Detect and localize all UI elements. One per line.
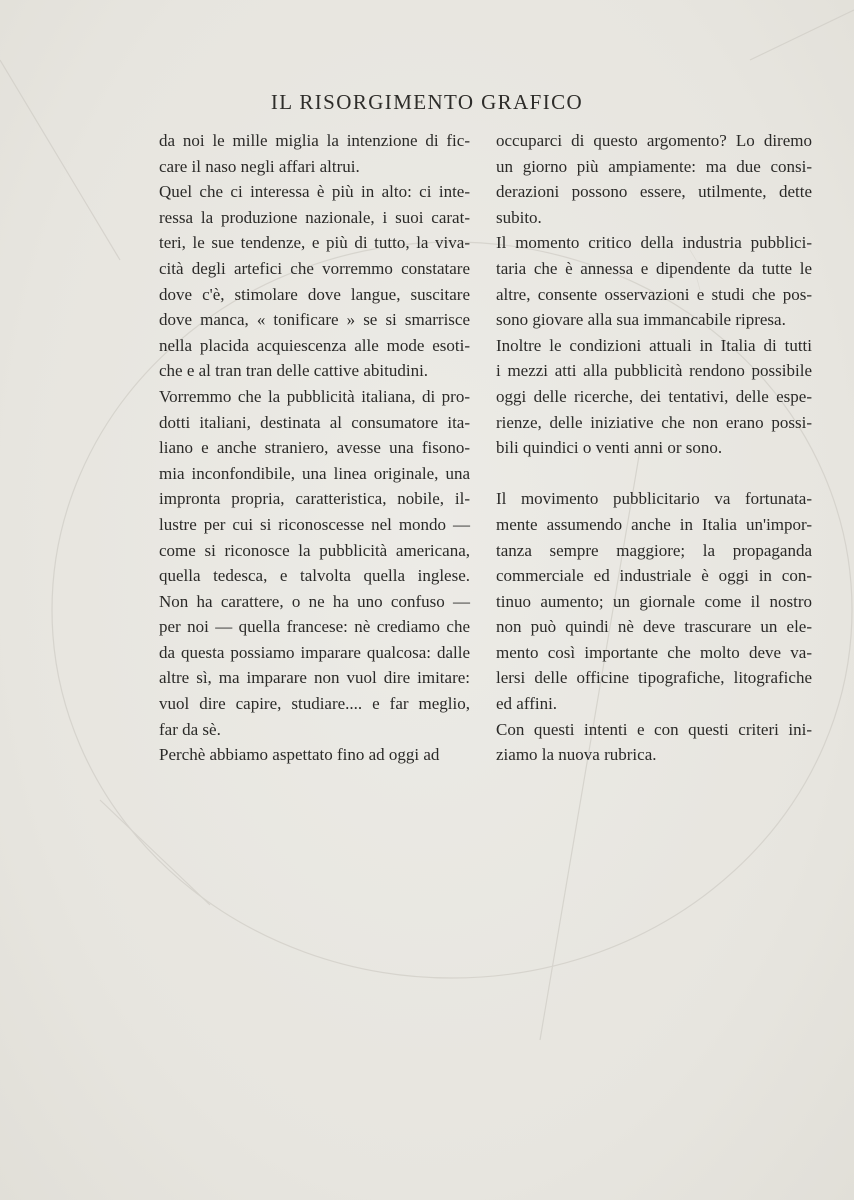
text-line: impronta propria, caratteristica, nobile, il- bbox=[159, 489, 470, 509]
text-line: Il momento critico della industria pubblici- bbox=[496, 233, 812, 253]
paragraph bbox=[159, 384, 470, 742]
text-line: per noi — quella francese: nè crediamo che bbox=[159, 617, 470, 637]
text-line: che e al tran tran delle cattive abitudini. bbox=[159, 361, 429, 381]
text-line: sono giovare alla sua immancabile ripresa. bbox=[496, 310, 786, 330]
text-line: altre sì, ma imparare non vuol dire imitare: bbox=[159, 668, 470, 688]
text-line: cità degli artefici che vorremmo constatare bbox=[159, 258, 470, 278]
text-line: bili quindici o venti anni or sono. bbox=[496, 438, 723, 458]
text-line: Vorremmo che la pubblicità italiana, di pro- bbox=[159, 386, 470, 406]
text-line: Perchè abbiamo aspettato fino ad oggi ad bbox=[159, 745, 440, 765]
text-line: far da sè. bbox=[159, 719, 221, 739]
paragraph bbox=[496, 486, 812, 716]
right-column bbox=[496, 128, 812, 768]
paragraph bbox=[496, 230, 812, 332]
text-line: Il movimento pubblicitario va fortunata- bbox=[496, 489, 812, 509]
paragraph-gap bbox=[496, 461, 812, 487]
paragraph bbox=[159, 742, 470, 768]
text-line: ziamo la nuova rubrica. bbox=[496, 745, 657, 765]
text-line: occuparci di questo argomento? Lo diremo bbox=[496, 131, 812, 150]
text-line: rienze, delle iniziative che non erano possi- bbox=[496, 412, 812, 432]
text-line: mia inconfondibile, una linea originale, una bbox=[159, 463, 470, 483]
text-line: tanza sempre maggiore; la propaganda bbox=[496, 540, 812, 560]
text-line: liano e anche straniero, avesse una fisono- bbox=[159, 438, 470, 458]
text-line: dove manca, « tonificare » se si smarrisce bbox=[159, 310, 470, 330]
text-line: lersi delle officine tipografiche, litografiche bbox=[496, 668, 812, 688]
text-line: Inoltre le condizioni attuali in Italia di tutti bbox=[496, 335, 812, 355]
text-line: ressa la produzione nazionale, i suoi carat- bbox=[159, 207, 470, 227]
text-line: teri, le sue tendenze, e più di tutto, la viva- bbox=[159, 233, 470, 253]
paragraph bbox=[159, 179, 470, 384]
text-line: Non ha carattere, o ne ha uno confuso — bbox=[159, 591, 470, 611]
text-line: mente assumendo anche in Italia un'impor- bbox=[496, 514, 812, 534]
text-line: nella placida acquiescenza alle mode esoti- bbox=[159, 335, 470, 355]
text-line: commerciale ed industriale è oggi in con- bbox=[496, 566, 812, 586]
text-line: care il naso negli affari altrui. bbox=[159, 156, 360, 176]
text-line: lustre per cui si riconoscesse nel mondo — bbox=[159, 514, 470, 534]
text-line: da questa possiamo imparare qualcosa: dalle bbox=[159, 642, 470, 662]
text-line: taria che è annessa e dipendente da tutte le bbox=[496, 258, 812, 278]
text-line: un giorno più ampiamente: ma due consi- bbox=[496, 156, 812, 176]
text-line: oggi delle ricerche, dei tentativi, delle espe- bbox=[496, 386, 812, 406]
text-line: altre, consente osservazioni e studi che pos- bbox=[496, 284, 812, 304]
text-line: vuol dire capire, studiare.... e far meglio, bbox=[159, 694, 470, 714]
text-line: Quel che ci interessa è più in alto: ci inte- bbox=[159, 182, 470, 202]
text-line: non può quindi nè deve trascurare un ele- bbox=[496, 617, 812, 637]
paragraph bbox=[159, 128, 470, 179]
text-line: subito. bbox=[496, 207, 542, 227]
paragraph bbox=[496, 333, 812, 461]
text-line: derazioni possono essere, utilmente, dette bbox=[496, 182, 812, 202]
text-line: dove c'è, stimolare dove langue, suscitare bbox=[159, 284, 470, 304]
text-line: da noi le mille miglia la intenzione di fic- bbox=[159, 131, 470, 150]
text-line: come si riconosce la pubblicità americana, bbox=[159, 540, 470, 560]
text-line: Con questi intenti e con questi criteri ini- bbox=[496, 719, 812, 739]
paragraph bbox=[496, 128, 812, 230]
text-line: ed affini. bbox=[496, 694, 558, 714]
running-head: IL RISORGIMENTO GRAFICO bbox=[270, 90, 584, 114]
text-line: quella tedesca, e talvolta quella inglese. bbox=[159, 566, 470, 586]
paragraph bbox=[496, 717, 812, 768]
text-line: i mezzi atti alla pubblicità rendono possibile bbox=[496, 361, 812, 381]
left-column bbox=[159, 128, 470, 768]
text-line: dotti italiani, destinata al consumatore ita- bbox=[159, 412, 470, 432]
text-line: tinuo aumento; un giornale come il nostro bbox=[496, 591, 812, 611]
text-line: mento così importante che molto deve va- bbox=[496, 642, 812, 662]
